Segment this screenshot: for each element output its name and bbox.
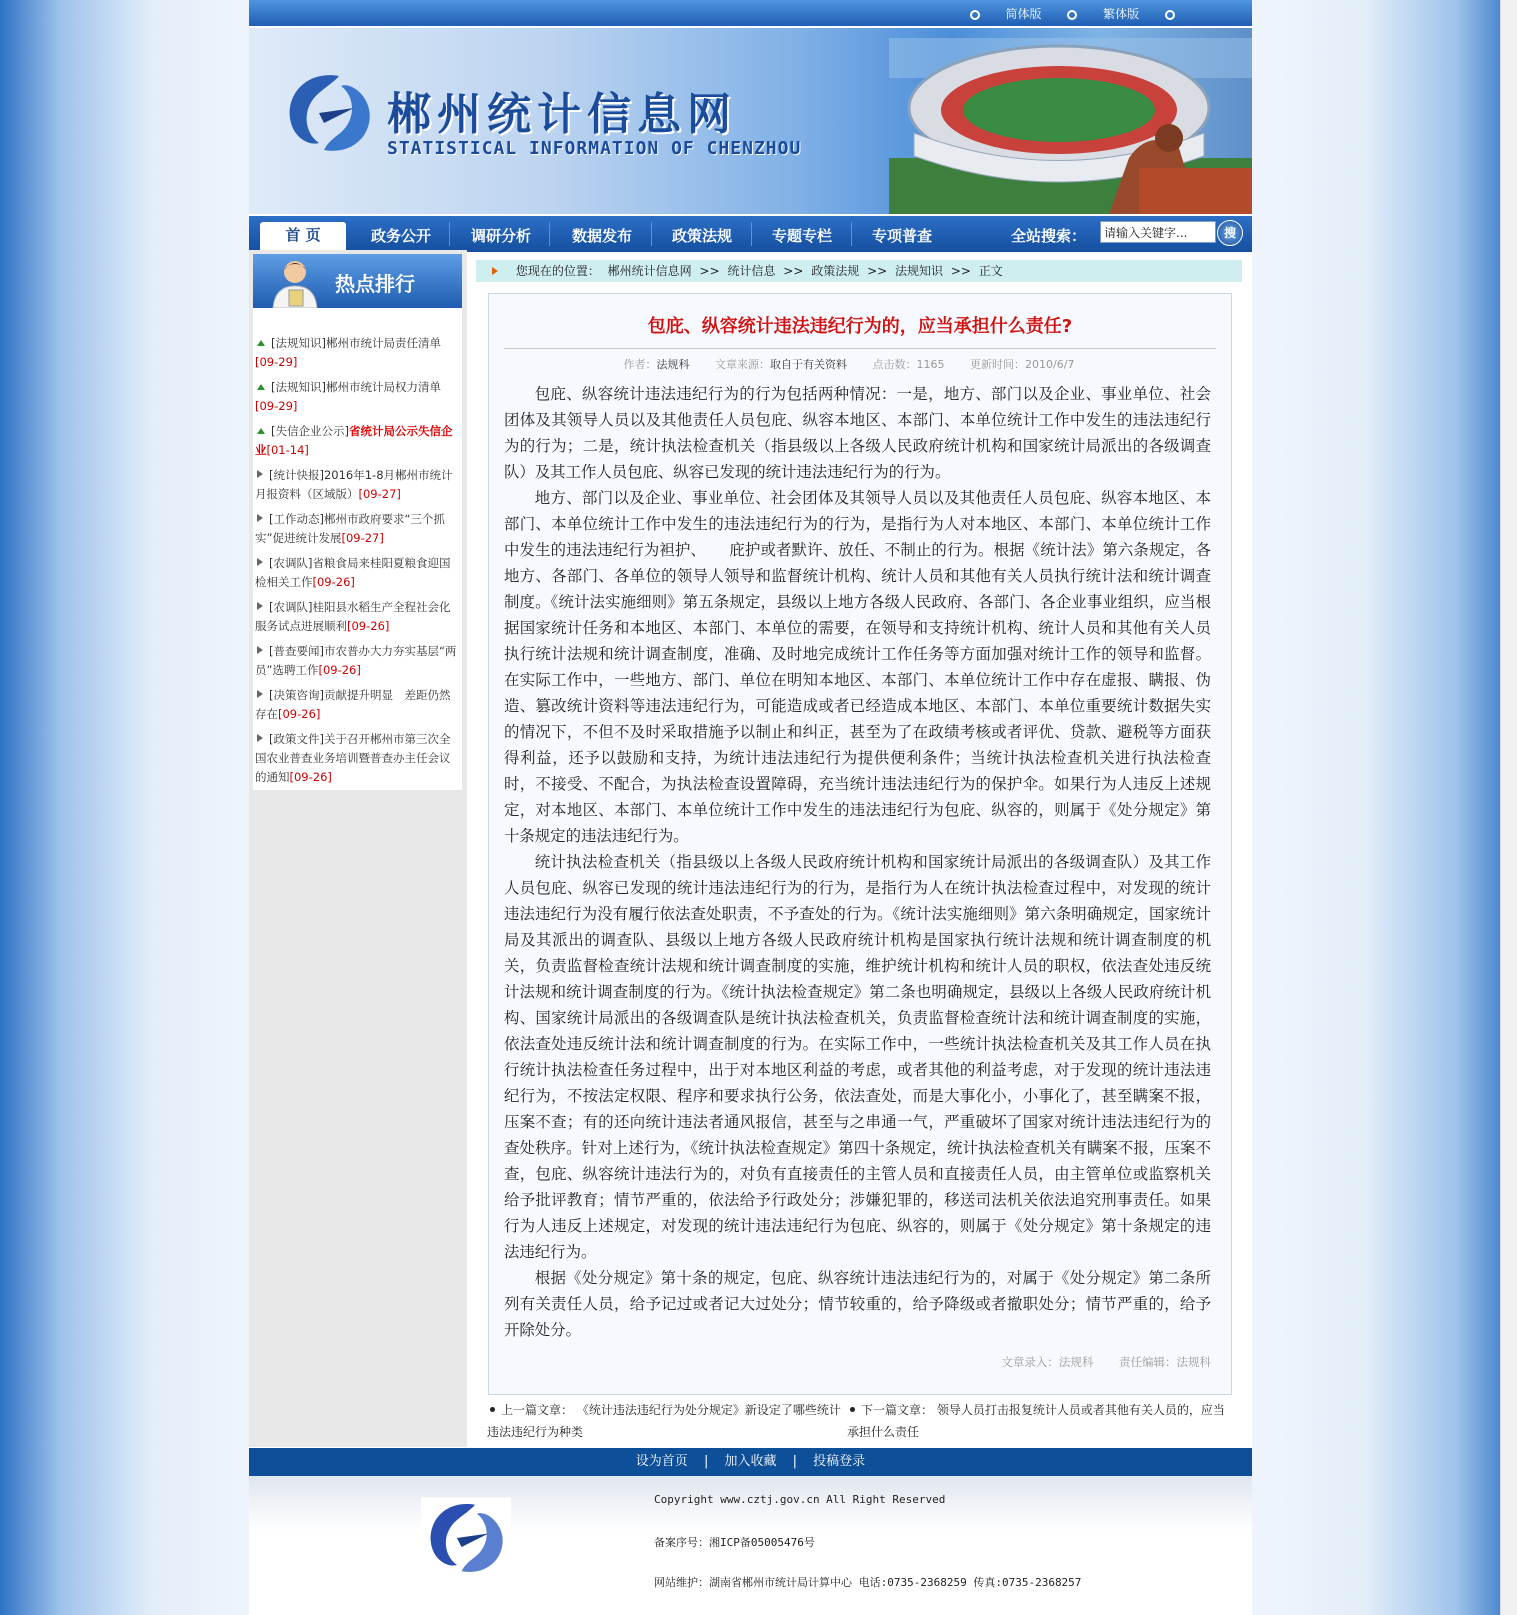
meta-hits: 1165 <box>916 358 945 371</box>
footer-logo <box>421 1496 511 1580</box>
article-panel <box>488 293 1232 1395</box>
breadcrumb-separator: >> <box>699 264 720 278</box>
arrow-right-icon <box>257 734 263 742</box>
list-item[interactable]: [工作动态]郴州市政府要求“三个抓实”促进统计发展[09-27] <box>255 512 445 545</box>
maintainer-text: 网站维护：湖南省郴州市统计局计算中心 电话:0735-2368259 传真:0735-2368257 <box>654 1576 1082 1589</box>
search-button[interactable]: 搜 <box>1217 220 1243 246</box>
green-triangle-icon <box>257 384 265 390</box>
page <box>249 0 1252 1615</box>
breadcrumb-link-policy[interactable]: 政策法规 <box>811 264 860 278</box>
meta-label: 更新时间： <box>970 358 1026 371</box>
site-banner <box>249 28 1252 214</box>
arrow-right-icon <box>257 470 263 478</box>
arrow-right-icon <box>257 646 263 654</box>
article-paragraph: 根据《处分规定》第十条的规定，包庇、纵容统计违法违纪行为的，对属于《处分规定》第二条所列有关责任人员，给予记过或者记大过处分；情节较重的，给予降级或者撤职处分；情节严重的，给予开除处分。 <box>504 1269 1211 1339</box>
article-title: 包庇、纵容统计违法违纪行为的，应当承担什么责任? <box>647 316 1073 337</box>
meta-source: 取自于有关资料 <box>770 358 848 371</box>
breadcrumb-separator: >> <box>783 264 804 278</box>
list-item[interactable]: [失信企业公示]省统计局公示失信企业[01-14] <box>255 424 453 457</box>
meta-author: 法规科 <box>656 358 690 371</box>
nav-divider <box>449 222 450 246</box>
editor: 责任编辑：法规科 <box>1119 1355 1211 1369</box>
arrow-right-icon <box>492 267 498 275</box>
top-bar <box>249 0 1252 26</box>
list-item[interactable]: [政策文件]关于召开郴州市第三次全国农业普查业务培训暨普查办主任会议的通知[09-26] <box>255 732 451 784</box>
bullet-icon <box>490 1407 495 1412</box>
list-item[interactable]: [农调队]桂阳县水稻生产全程社会化服务试点进展顺利[09-26] <box>255 600 451 633</box>
arrow-right-icon <box>257 602 263 610</box>
list-item[interactable]: [决策咨询]贡献提升明显 差距仍然存在[09-26] <box>255 688 451 721</box>
nav-data-release[interactable]: 数据发布 <box>571 227 632 245</box>
hot-ranking-list <box>253 308 462 790</box>
site-title-cn: 郴州统计信息网 <box>387 89 737 140</box>
footer-separator: | <box>792 1454 798 1469</box>
add-favorite-link[interactable]: 加入收藏 <box>724 1454 777 1469</box>
prev-next-nav <box>487 1399 1231 1443</box>
bullet-icon <box>970 10 980 20</box>
nav-policy-regulations[interactable]: 政策法规 <box>671 227 732 245</box>
breadcrumb-link-home[interactable]: 郴州统计信息网 <box>607 264 692 278</box>
article-meta <box>489 356 1231 372</box>
breadcrumb-prefix: 您现在的位置： <box>515 264 600 278</box>
footer-separator: | <box>703 1454 709 1469</box>
search-input[interactable] <box>1100 221 1216 243</box>
main-nav <box>249 214 1252 252</box>
article-body <box>504 381 1211 1343</box>
next-article-link[interactable]: 领导人员打击报复统计人员或者其他有关人员的，应当承担什么责任 <box>847 1403 1225 1439</box>
list-item[interactable]: [法规知识]郴州市统计局权力清单[09-29] <box>255 380 441 413</box>
site-logo <box>279 68 379 158</box>
search-label: 全站搜索： <box>1011 227 1087 245</box>
hot-ranking-panel <box>253 254 462 790</box>
entered-by: 文章录入：法规科 <box>1001 1355 1094 1369</box>
copyright-text: Copyright www.cztj.gov.cn All Right Reserved <box>654 1493 946 1506</box>
arrow-right-icon <box>257 690 263 698</box>
green-triangle-icon <box>257 340 265 346</box>
breadcrumb-separator: >> <box>867 264 888 278</box>
prev-label: 上一篇文章： <box>501 1403 574 1417</box>
article-footer-meta <box>979 1354 1211 1370</box>
list-item[interactable]: [普查要闻]市农普办大力夯实基层“两员”选聘工作[09-26] <box>255 644 457 677</box>
icp-text: 备案序号：湘ICP备05005476号 <box>654 1536 815 1549</box>
list-item[interactable]: [法规知识]郴州市统计局责任清单[09-29] <box>255 336 441 369</box>
nav-divider <box>549 222 550 246</box>
meta-label: 作者： <box>623 358 657 371</box>
meta-label: 点击数： <box>872 358 917 371</box>
meta-updated: 2010/6/7 <box>1025 358 1075 371</box>
next-label: 下一篇文章： <box>861 1403 934 1417</box>
list-item[interactable]: [农调队]省粮食局来桂阳夏粮食迎国检相关工作[09-26] <box>255 556 451 589</box>
breadcrumb-link-law-knowledge[interactable]: 法规知识 <box>895 264 944 278</box>
traditional-link[interactable]: 繁体版 <box>1103 7 1140 21</box>
bullet-icon <box>1067 10 1077 20</box>
meta-label: 文章来源： <box>715 358 771 371</box>
prev-article-link[interactable]: 《统计违法违纪行为处分规定》新设定了哪些统计违法违纪行为种类 <box>487 1403 841 1439</box>
arrow-right-icon <box>257 558 263 566</box>
breadcrumb-separator: >> <box>950 264 971 278</box>
nav-research-analysis[interactable]: 调研分析 <box>470 227 531 245</box>
set-homepage-link[interactable]: 设为首页 <box>635 1454 688 1469</box>
breadcrumb-current: 正文 <box>978 264 1003 278</box>
nav-special-topics[interactable]: 专题专栏 <box>771 227 832 245</box>
hot-ranking-title: 热点排行 <box>335 272 415 296</box>
article-paragraph: 统计执法检查机关（指县级以上各级人民政府统计机构和国家统计局派出的各级调查队）及其工作人员包庇、纵容已发现的统计违法违纪行为的行为，是指行为人在统计执法检查过程中，对发现的统计违法违纪行为没有履行依法查处职责，不予查处的行为。《统计法实施细则》第六条明确规定，国家统计局及其派出的调查队、县级以上地方各级人民政府统计机构是国家执行统计法规和统计调查制度的机关，负责监督检查统计法规和统计调查制度的实施，维护统计机构和统计人员的职权，依法查处违反统计法规和统计调查制度的行为。《统计执法检查规定》第二条也明确规定，县级以上各级人民政府统计机构、国家统计局派出的各级调查队是统计执法检查机关，负责监督检查统计法和统计调查制度的实施，依法查处违反统计法和统计调查制度的行为。在实际工作中，一些统计执法检查机关及其工作人员在执行统计执法检查任务过程中，出于对本地区利益的考虑，或者其他的利益考虑，对于发现的统计违法违纪行为，不按法定权限、程序和要求执行公务，依法查处，而是大事化小，小事化了，甚至瞒案不报，压案不查；有的还向统计违法者通风报信，甚至与之串通一气，严重破坏了国家对统计违法违纪行为的查处秩序。针对上述行为，《统计执法检查规定》第四十条规定，统计执法检查机关有瞒案不报，压案不查，包庇、纵容统计违法行为的，对负有直接责任的主管人员和直接责任人员，由主管单位或监察机关给予批评教育；情节严重的，依法给予行政处分；涉嫌犯罪的，移送司法机关依法追究刑事责任。如果行为人违反上述规定，对发现的统计违法违纪行为包庇、纵容的，则属于《处分规定》第十条规定的违法违纪行为。 <box>504 853 1211 1261</box>
nav-census[interactable]: 专项普查 <box>871 227 932 245</box>
breadcrumb <box>476 260 1242 282</box>
arrow-right-icon <box>257 514 263 522</box>
user-avatar-icon <box>267 256 323 308</box>
breadcrumb-link-stats-info[interactable]: 统计信息 <box>727 264 776 278</box>
nav-government-affairs[interactable]: 政务公开 <box>370 227 431 245</box>
footer-links-bar <box>249 1448 1252 1476</box>
simplified-link[interactable]: 简体版 <box>1005 7 1042 21</box>
window-scrollbar[interactable] <box>1500 0 1517 1615</box>
bullet-icon <box>1165 10 1175 20</box>
site-footer <box>249 1476 1252 1615</box>
site-title-en: STATISTICAL INFORMATION OF CHENZHOU <box>387 138 802 159</box>
bullet-icon <box>850 1407 855 1412</box>
stadium-image <box>889 38 1252 214</box>
green-triangle-icon <box>257 428 265 434</box>
hot-ranking-header <box>253 254 462 308</box>
nav-home[interactable]: 首 页 <box>260 222 346 252</box>
title-divider <box>504 348 1216 349</box>
article-paragraph: 包庇、纵容统计违法违纪行为的行为包括两种情况：一是，地方、部门以及企业、事业单位、社会团体及其领导人员以及其他责任人员包庇、纵容本地区、本部门、本单位统计工作中发生的违法违纪行为的行为；二是，统计执法检查机关（指县级以上各级人民政府统计机构和国家统计局派出的各级调查队）及其工作人员包庇、纵容已发现的统计违法违纪行为的行为。 <box>504 385 1211 481</box>
contribute-login-link[interactable]: 投稿登录 <box>813 1454 866 1469</box>
article-paragraph: 地方、部门以及企业、事业单位、社会团体及其领导人员以及其他责任人员包庇、纵容本地区、本部门、本单位统计工作中发生的违法违纪行为的行为，是指行为人对本地区、本部门、本单位统计工作中发生的违法违纪行为袒护、 庇护或者默许、放任、不制止的行为。根据《统计法》第六条规定，各地方、各部门、各单位的领导人领导和监督统计机构、统计人员和其他有关人员执行统计法和统计调查制度。《统计法实施细则》第五条规定，县级以上地方各级人民政府、各部门、各企业事业组织，应当根据国家统计任务和本地区、本部门、本单位的需要，在领导和支持统计机构、统计人员和其他有关人员执行统计法规和统计调查制度，准确、及时地完成统计工作任务等方面加强对统计工作的领导和监督。在实际工作中，一些地方、部门、单位在明知本地区、本部门、本单位统计工作中存在虚报、瞒报、伪造、篡改统计资料等违法违纪行为，可能造成或者已经造成本地区、本部门、本单位重要统计数据失实的情况下，不但不及时采取措施予以制止和纠正，甚至为了在政绩考核或者评优、贷款、避税等方面获得利益，还予以鼓励和支持，为统计违法违纪行为提供便利条件；当统计执法检查机关进行执法检查时，不接受、不配合，为执法检查设置障碍，充当统计违法违纪行为的保护伞。如果行为人违反上述规定，对本地区、本部门、本单位统计工作中发生的违法违纪行为包庇、纵容的，则属于《处分规定》第十条规定的违法违纪行为。 <box>504 489 1211 845</box>
list-item[interactable]: [统计快报]2016年1-8月郴州市统计月报资料（区域版）[09-27] <box>255 468 453 501</box>
